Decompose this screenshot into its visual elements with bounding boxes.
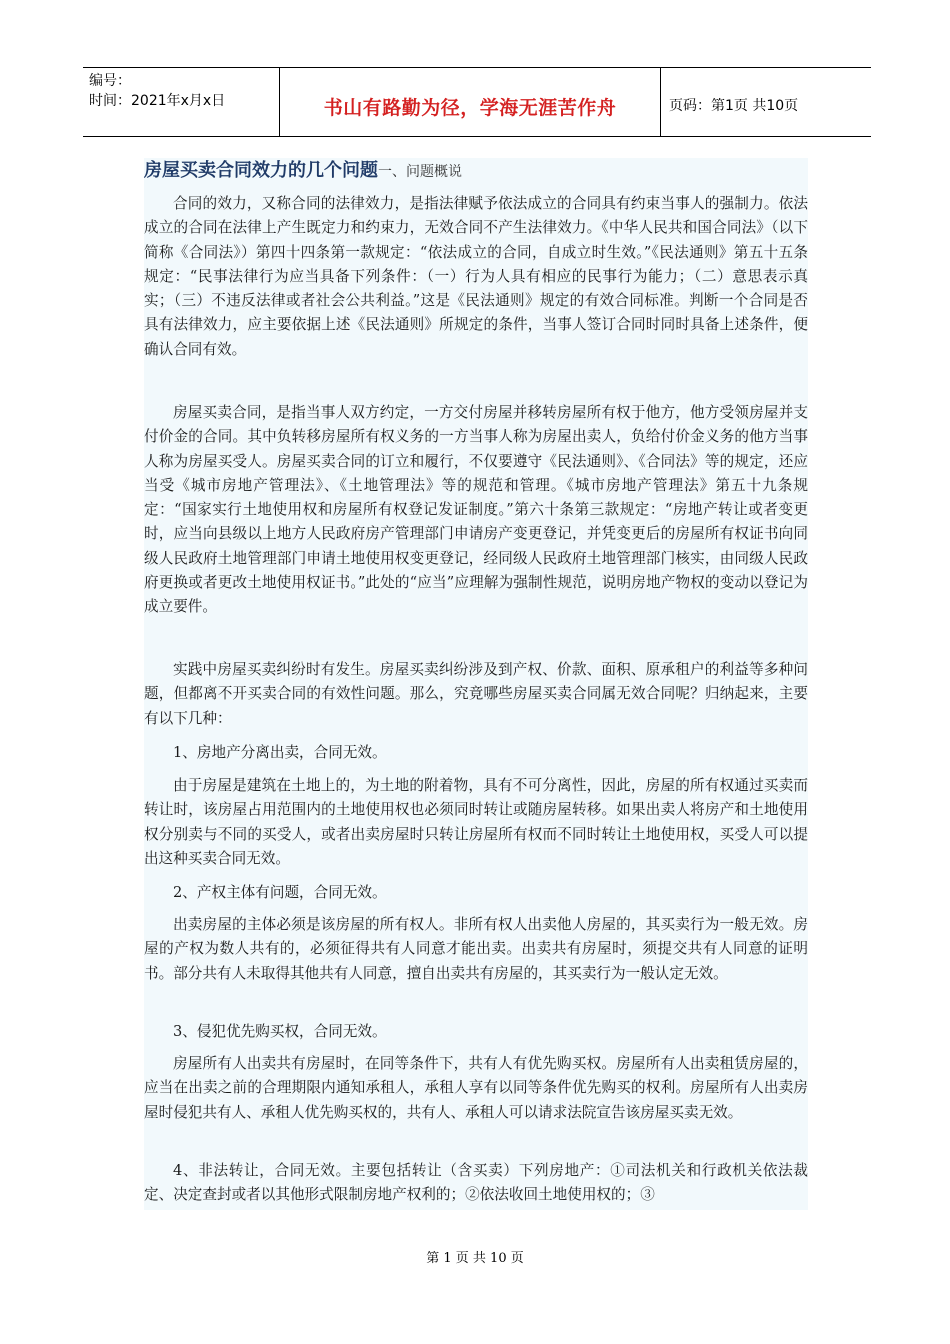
document-date-label: 时间：2021年x月x日	[89, 93, 226, 109]
document-title: 房屋买卖合同效力的几个问题	[144, 160, 378, 181]
paragraph: 由于房屋是建筑在土地上的，为土地的附着物，具有不可分离性，因此，房屋的所有权通过买卖而转让时，该房屋占用范围内的土地使用权也必须同时转让或随房屋转移。如果出卖人将房产和土地使用权分别卖与不同的买受人，或者出卖房屋时只转让房屋所有权而不同时转让土地使用权，买受人可以提出这种买卖合同无效。	[144, 777, 808, 867]
header-motto: 书山有路勤为径，学海无涯苦作舟	[323, 97, 617, 119]
paragraph: 合同的效力，又称合同的法律效力，是指法律赋予依法成立的合同具有约束当事人的强制力。依法成立的合同在法律上产生既定力和约束力，无效合同不产生法律效力。《中华人民共和国合同法》（以下简称《合同法》）第四十四条第一款规定：“依法成立的合同，自成立时生效。”《民法通则》第五十五条规定：“民事法律行为应当具备下列条件：（一）行为人具有相应的民事行为能力；（二）意思表示真实；（三）不违反法律或者社会公共利益。”这是《民法通则》规定的有效合同标准。判断一个合同是否具有法律效力，应主要依据上述《民法通则》所规定的条件，当事人签订合同时同时具备上述条件，便确认合同有效。	[144, 195, 808, 358]
document-body	[144, 158, 808, 1210]
header-motto-cell	[280, 68, 661, 136]
paragraph: 出卖房屋的主体必须是该房屋的所有权人。非所有权人出卖他人房屋的，其买卖行为一般无效。房屋的产权为数人共有的，必须征得共有人同意才能出卖。出卖共有房屋时，须提交共有人同意的证明书。部分共有人未取得其他共有人同意，擅自出卖共有房屋的，其买卖行为一般认定无效。	[144, 916, 808, 982]
paragraph: 实践中房屋买卖纠纷时有发生。房屋买卖纠纷涉及到产权、价款、面积、原承租户的利益等多种问题，但都离不开买卖合同的有效性问题。那么，究竟哪些房屋买卖合同属无效合同呢？归纳起来，主要有以下几种：	[144, 661, 808, 727]
document-number-label: 编号：	[89, 73, 131, 89]
header-page-info: 页码：第1页 共10页	[669, 98, 799, 114]
document-title-line	[144, 158, 808, 185]
header-page-cell	[661, 68, 871, 136]
list-heading: 3、侵犯优先购买权，合同无效。	[173, 1023, 387, 1040]
header-table	[83, 67, 871, 137]
page-footer: 第 1 页 共 10 页	[426, 1251, 524, 1266]
paragraph: 房屋买卖合同，是指当事人双方约定，一方交付房屋并移转房屋所有权于他方，他方受领房屋并支付价金的合同。其中负转移房屋所有权义务的一方当事人称为房屋出卖人，负给付价金义务的他方当事人称为房屋买受人。房屋买卖合同的订立和履行，不仅要遵守《民法通则》、《合同法》等的规定，还应当受《城市房地产管理法》、《土地管理法》等的规范和管理。《城市房地产管理法》第五十九条规定：“国家实行土地使用权和房屋所有权登记发证制度。”第六十条第三款规定：“房地产转让或者变更时，应当向县级以上地方人民政府房产管理部门申请房产变更登记，并凭变更后的房屋所有权证书向同级人民政府土地管理部门申请土地使用权变更登记，经同级人民政府土地管理部门核实，由同级人民政府更换或者更改土地使用权证书。”此处的“应当”应理解为强制性规范，说明房地产物权的变动以登记为成立要件。	[144, 404, 808, 616]
header-meta-cell	[83, 68, 280, 136]
section-heading: 一、问题概说	[378, 164, 462, 180]
paragraph: 4、非法转让，合同无效。主要包括转让（含买卖）下列房地产：①司法机关和行政机关依法裁定、决定查封或者以其他形式限制房地产权利的；②依法收回土地使用权的；③	[144, 1162, 808, 1204]
paragraph: 房屋所有人出卖共有房屋时，在同等条件下，共有人有优先购买权。房屋所有人出卖租赁房屋的，应当在出卖之前的合理期限内通知承租人，承租人享有以同等条件优先购买的权利。房屋所有人出卖房屋时侵犯共有人、承租人优先购买权的，共有人、承租人可以请求法院宣告该房屋买卖无效。	[144, 1055, 808, 1121]
list-heading: 2、产权主体有问题，合同无效。	[173, 884, 387, 901]
list-heading: 1、房地产分离出卖，合同无效。	[173, 744, 387, 761]
